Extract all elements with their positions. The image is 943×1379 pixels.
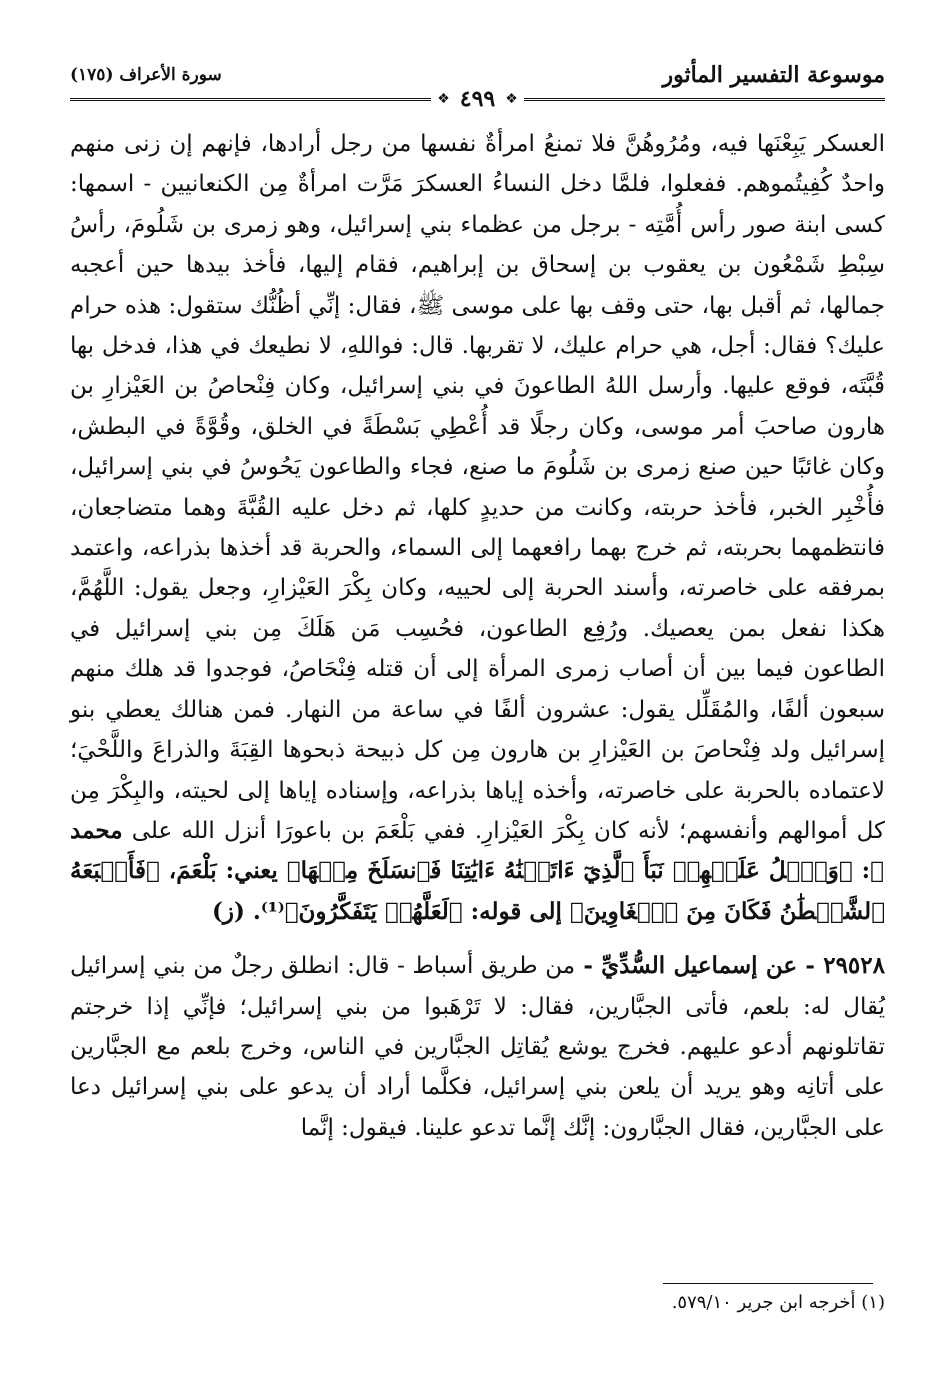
page-number: ٤٩٩ <box>459 86 496 112</box>
text-line: من حديدٍ كلها، ثم دخل عليه القُبَّةَ وهما متضاجعان، فانتظمهما بحربته، ثم خرج <box>70 494 885 562</box>
page-body <box>70 124 885 1148</box>
quran-verse-line: ٱلشَّيۡطَٰنُ فَكَانَ مِنَ ٱلۡغَاوِينَ﴾ إلى قوله: ﴿لَعَلَّهُمۡ يَتَفَكَّرُونَ﴾⁽¹⁾. (ز) <box>212 897 885 925</box>
quran-verse-line: محمد ﷺ: ﴿وَٱتۡلُ عَلَيۡهِمۡ نَبَأَ ٱلَّذِيٓ ءَاتَيۡنَٰهُ ءَايَٰتِنَا فَٱنسَلَخَ مِنۡهَا﴾ يعني: بَلْعَمَ، ﴿فَأَتۡبَعَهُ <box>70 816 884 885</box>
text-line: فِنْحاصَ بن العَيْزارِ بن هارون مِن كل ذبيحة ذبحوها القِبَةَ والذراعَ واللَّحْيَ؛ لاعتماده <box>70 737 885 804</box>
ornament-icon: ❖ <box>437 91 450 107</box>
text-line: من طريق أسباط - قال: انطلق رجلٌ من بني <box>145 953 576 980</box>
text-line: إسرائيل يُقال له: بلعم، فأتى الجبَّارين، فقال: لا تَرْهَبوا من بني إسرائيل؛ فإنِّي إذا <box>70 953 885 1020</box>
text-line: بهما رافعهما إلى السماء، والحربة قد أخذها بذراعه، واعتمد بمرفقه على خاصرته، <box>70 535 885 602</box>
footnote-separator <box>663 1283 873 1284</box>
right-rule-line <box>524 98 885 101</box>
text-line: خرجتم تقاتلونهم أدعو عليهم. فخرج يوشع يُقاتِل الجبَّارين في الناس، وخرج بلعم <box>70 993 885 1060</box>
text-line: حين أعجبه جمالها، ثم أقبل بها، حتى وقف بها على موسى ﷺ، فقال: إنِّي <box>70 252 885 319</box>
text-line: وأسند الحربة إلى لحييه، وكان بِكْرَ العَيْزارِ، وجعل يقول: اللَّهُمَّ، هكذا نفعل بمن <box>70 575 885 642</box>
text-line: أظُنُّك ستقول: هذه حرام عليك؟ فقال: أجل، هي حرام عليك، لا تقربها. قال: <box>70 292 885 360</box>
text-line: إسرائيل، وكان فِنْحاصُ بن العَيْزارِ بن هارون صاحبَ أمر موسى، وكان رجلًا قد <box>70 373 886 440</box>
text-line: أموالهم وأنفسهم؛ لأنه كان بِكْرَ العَيْزارِ. ففي بَلْعَمَ بن باعورَا أنزل الله على <box>122 817 848 844</box>
text-line: والمُقَلِّل يقول: عشرون ألفًا في ساعة من النهار. فمن هنالك يعطي بنو إسرائيل ولد <box>70 696 886 764</box>
text-line: يعصيك. ورُفِع الطاعون، فحُسِب مَن هَلَكَ مِن بني إسرائيل في الطاعون فيما بين أن <box>70 615 885 683</box>
left-rule-line <box>70 98 431 101</box>
text-line: أصاب زمرى المرأة إلى أن قتله فِنْحَاصُ، فوجدوا قد هلك منهم سبعون ألفًا، <box>70 656 885 723</box>
text-line: اسمها: كسى ابنة صور رأس أُمَّتِه - برجل من عظماء بني إسرائيل، وهو زمرى بن <box>70 171 885 238</box>
text-line: العسكر يَبِعْنَها فيه، ومُرُوهُنَّ فلا تمنعُ امرأةٌ نفسها من رجل أرادها، فإنهم إن زنى <box>115 131 885 157</box>
paragraph-1 <box>70 124 885 932</box>
text-line: صنع، فجاء والطاعون يَحُوسُ في بني إسرائيل، فأُخْبِر الخبر، فأخذ حربته، وكانت <box>70 454 885 521</box>
text-line: أُعْطِي بَسْطَةً في الخلق، وقُوَّةً في البطش، وكان غائبًا حين صنع زمرى بن شَلُومَ ما <box>70 413 885 481</box>
text-line: إسرائيل دعا على الجبَّارين، فقال الجبَّارون: إنَّك إنَّما تدعو علينا. فيقول: إنَّما <box>70 1074 885 1141</box>
footnote: (١) أخرجه ابن جرير ٥٧٩/١٠. <box>671 1292 885 1313</box>
surah-reference: سورة الأعراف (١٧٥) <box>70 65 222 85</box>
paragraph-2 <box>70 946 885 1148</box>
text-line: مع الجبَّارين على أتانِه وهو يريد أن يلعن بني إسرائيل، فكلَّما أراد أن يدعو على بني <box>70 1033 885 1101</box>
header-rule <box>70 88 885 110</box>
narrator-name: - عن إسماعيل السُّدِّيِّ - <box>575 952 815 980</box>
text-line: بالحربة على خاصرته، وأخذه إياها بذراعه، وإسناده إياها إلى لحيته، والبِكْرَ مِن كل <box>70 777 885 844</box>
hadith-number: ٢٩٥٢٨ <box>814 952 885 980</box>
book-title: موسوعة التفسير المأثور <box>662 62 885 88</box>
text-line: فواللهِ، لا نطيعك في هذا، فدخل بها قُبَّتَه، فوقع عليها. وأرسل اللهُ الطاعونَ في بني <box>70 333 885 400</box>
text-line: منهم واحدٌ كُفِيتُموهم. ففعلوا، فلمَّا دخل النساءُ العسكرَ مَرَّت امرأةٌ مِن الكنعانيين - <box>70 131 885 198</box>
text-line: شَلُومَ، رأسُ سِبْطِ شَمْعُون بن يعقوب بن إسحاق بن إبراهيم، فقام إليها، فأخذ بيدها <box>70 211 885 279</box>
ornament-icon: ❖ <box>505 91 518 107</box>
